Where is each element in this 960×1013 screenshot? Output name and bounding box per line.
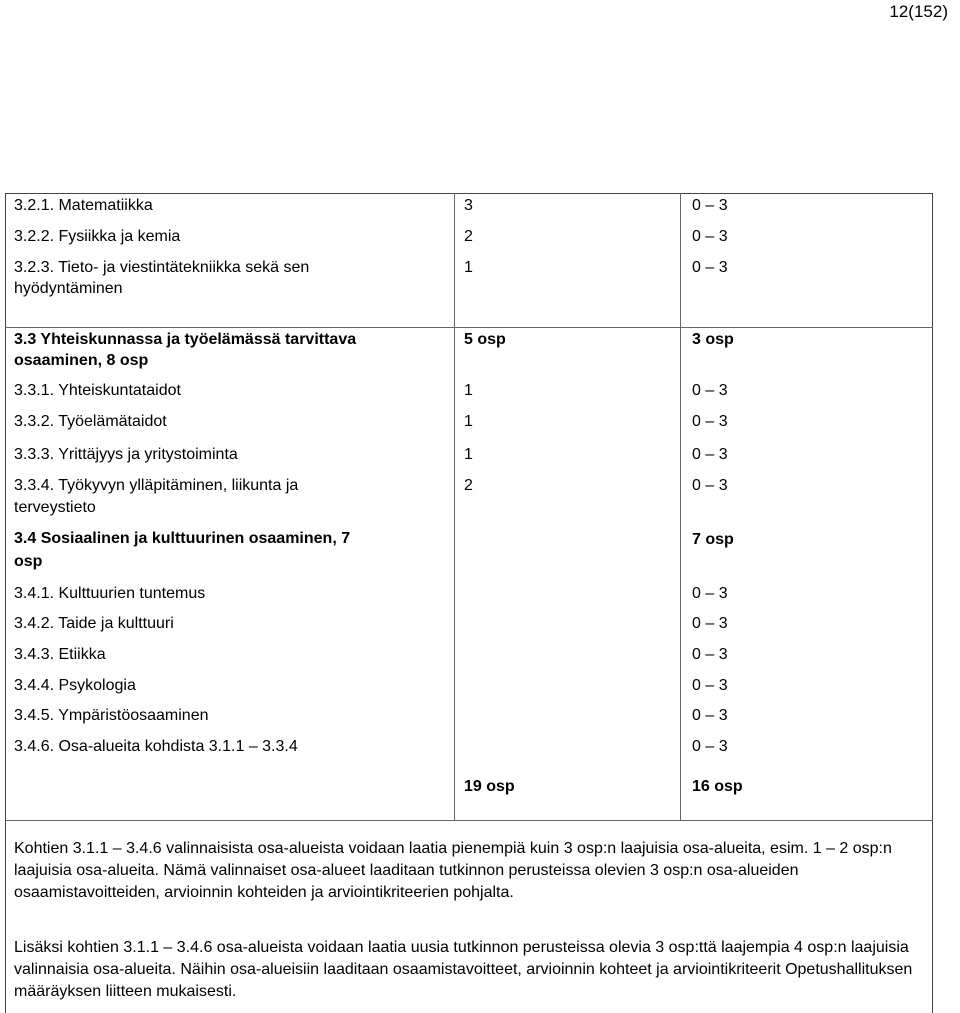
row-label: 3.4.6. Osa-alueita kohdista 3.1.1 – 3.3.4: [14, 738, 298, 755]
row-label-continued: hyödyntäminen: [14, 280, 123, 297]
row-value-b: 0 – 3: [692, 413, 728, 430]
row-divider: [5, 327, 933, 328]
total-value-b: 16 osp: [692, 778, 743, 795]
row-label: 3.3.1. Yhteiskuntataidot: [14, 382, 181, 399]
row-label: 3.4.1. Kulttuurien tuntemus: [14, 585, 206, 602]
row-value-a: 3: [464, 197, 473, 214]
row-value-b: 0 – 3: [692, 677, 728, 694]
row-label: 3.4.2. Taide ja kulttuuri: [14, 615, 174, 632]
row-value-b: 0 – 3: [692, 446, 728, 463]
row-value-b: 0 – 3: [692, 585, 728, 602]
row-label: 3.2.1. Matematiikka: [14, 197, 153, 214]
column-divider: [680, 193, 681, 820]
section-heading-continued: osp: [14, 553, 43, 570]
row-value-a: 1: [464, 413, 473, 430]
section-heading-continued: osaaminen, 8 osp: [14, 352, 149, 369]
row-label: 3.4.3. Etiikka: [14, 646, 106, 663]
table-bottom-rule: [5, 820, 933, 821]
page-number: 12(152): [889, 2, 948, 21]
total-value-a: 19 osp: [464, 778, 515, 795]
row-label: 3.3.4. Työkyvyn ylläpitäminen, liikunta ja: [14, 477, 299, 494]
row-value-b: 0 – 3: [692, 197, 728, 214]
row-value-b: 0 – 3: [692, 707, 728, 724]
row-value-b: 0 – 3: [692, 646, 728, 663]
section-heading: 3.4 Sosiaalinen ja kulttuurinen osaaminen, 7: [14, 530, 351, 547]
section-value-b: 7 osp: [692, 531, 734, 548]
row-label: 3.4.4. Psykologia: [14, 677, 136, 694]
row-value-a: 1: [464, 259, 473, 276]
column-divider: [454, 193, 455, 820]
row-value-b: 0 – 3: [692, 615, 728, 632]
row-label-continued: terveystieto: [14, 499, 96, 516]
row-value-a: 1: [464, 382, 473, 399]
row-label: 3.2.2. Fysiikka ja kemia: [14, 228, 181, 245]
section-heading: 3.3 Yhteiskunnassa ja työelämässä tarvittava: [14, 331, 357, 348]
row-value-b: 0 – 3: [692, 382, 728, 399]
section-value-b: 3 osp: [692, 331, 734, 348]
row-label: 3.2.3. Tieto- ja viestintätekniikka sekä sen: [14, 259, 310, 276]
row-value-b: 0 – 3: [692, 228, 728, 245]
section-value-a: 5 osp: [464, 331, 506, 348]
note-paragraph: Kohtien 3.1.1 – 3.4.6 valinnaisista osa-alueista voidaan laatia pienempiä kuin 3 osp:n laajuisia osa-alueita, esim. 1 – 2 osp:n laajuisia osa-alueita. Nämä valinnaiset osa-alueet laaditaan tutkinnon perusteissa olevien 3 osp:n osa-alueiden osaamistavoitteiden, arvioinnin kohteiden ja arviointikriteerien pohjalta.: [14, 840, 892, 901]
note-paragraph: Lisäksi kohtien 3.1.1 – 3.4.6 osa-alueista voidaan laatia uusia tutkinnon perusteissa olevia 3 osp:ttä laajempia 4 osp:n laajuisia valinnaisia osa-alueita. Näihin osa-alueisiin laaditaan osaamistavoitteet, arvioinnin kohteet ja arviointikriteerit Opetushallituksen määräyksen liitteen mukaisesti.: [14, 939, 913, 1000]
row-value-b: 0 – 3: [692, 738, 728, 755]
row-value-a: 2: [464, 477, 473, 494]
row-label: 3.4.5. Ympäristöosaaminen: [14, 707, 209, 724]
row-value-a: 1: [464, 446, 473, 463]
row-label: 3.3.3. Yrittäjyys ja yritystoiminta: [14, 446, 238, 463]
row-value-b: 0 – 3: [692, 259, 728, 276]
row-value-b: 0 – 3: [692, 477, 728, 494]
row-label: 3.3.2. Työelämätaidot: [14, 413, 167, 430]
row-value-a: 2: [464, 228, 473, 245]
